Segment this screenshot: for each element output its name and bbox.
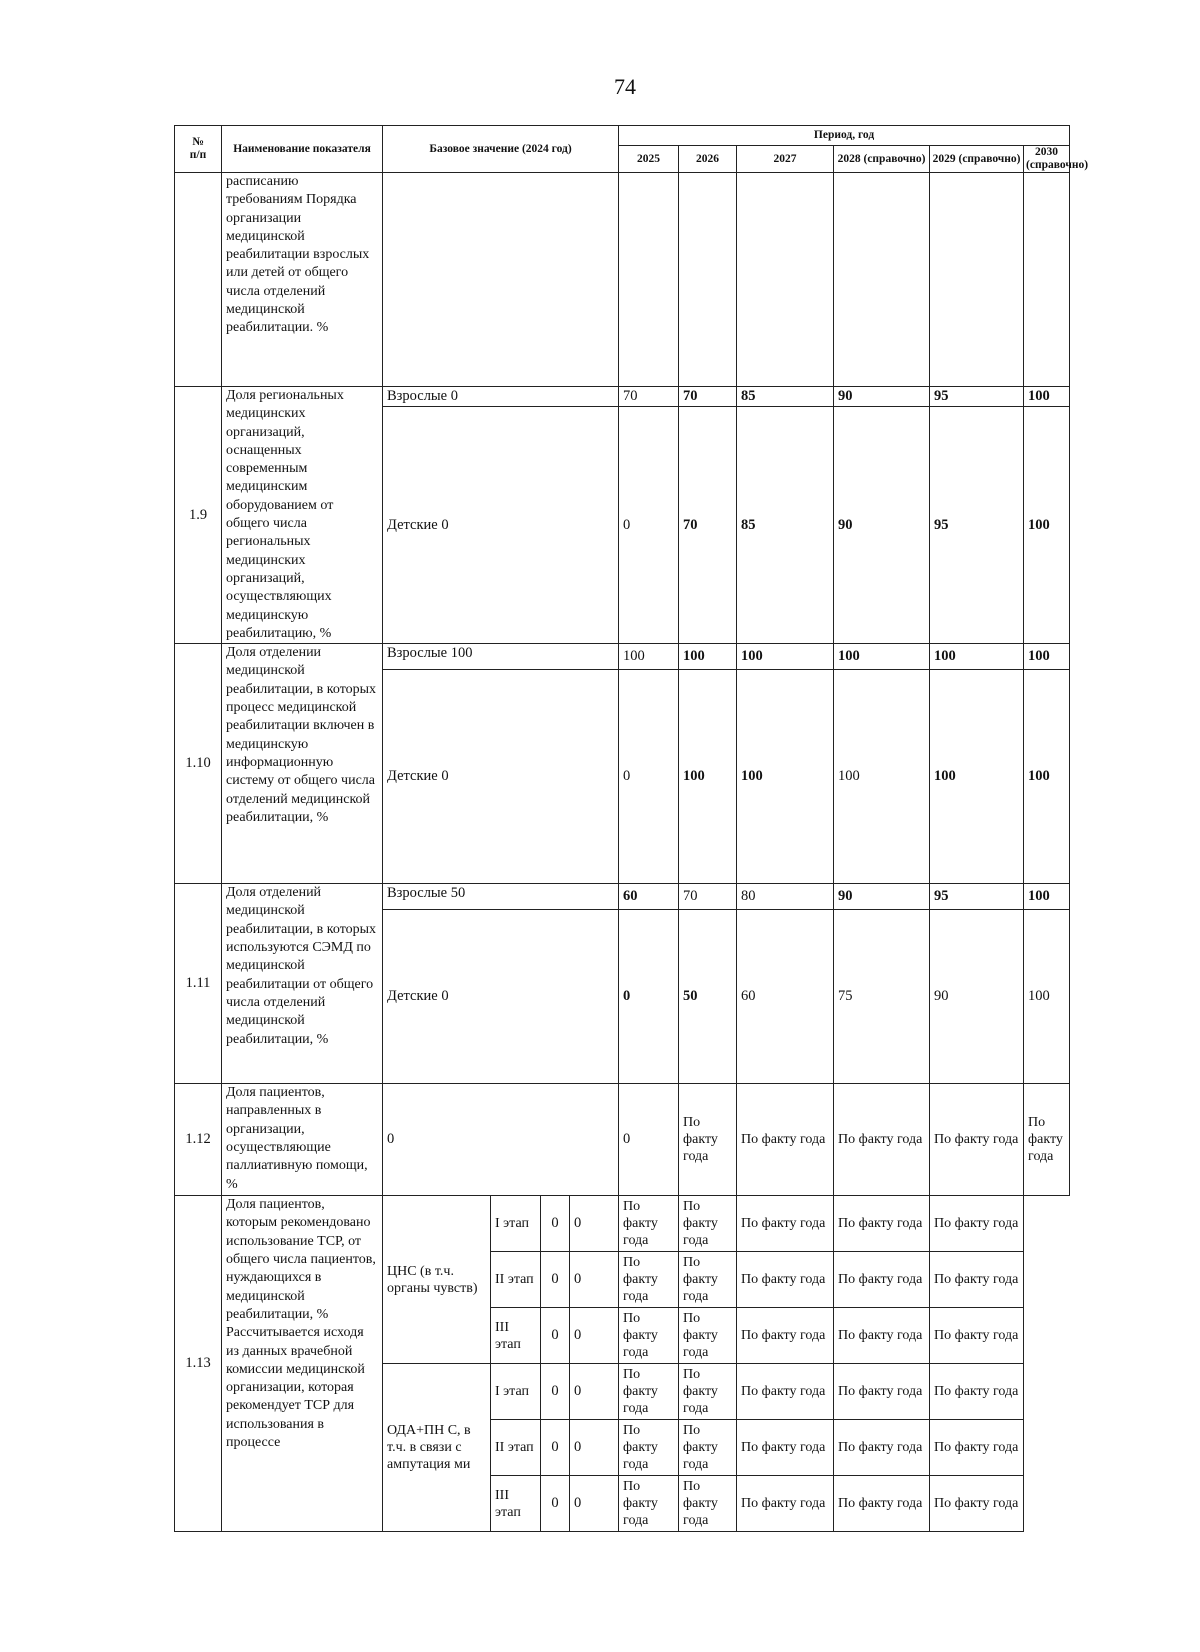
row-1-9-name: Доля региональных медицинских организаций, оснащенных современным медицинским оборудованием от общего числа региональных медицинских организаций, осуществляющих медицинскую реабилитацию, %	[222, 387, 383, 644]
row-1-9-adult-2029: 95	[930, 387, 1024, 407]
row-1-10-child-2027: 100	[737, 670, 834, 884]
row-1-10-child-2028: 100	[834, 670, 930, 884]
row-1-9-adult-2025: 70	[619, 387, 679, 407]
row-1-13-oda-1-2025: 0	[570, 1364, 619, 1420]
row-1-11-adult-2026: 70	[679, 884, 737, 910]
row-1-10-adult-2027: 100	[737, 644, 834, 670]
row-1-9-child-2025: 0	[619, 407, 679, 644]
row-1-13-name: Доля пациентов, которым рекомендовано использование ТСР, от общего числа пациентов, нуждающихся в медицинской реабилитации, % Рассчитывается исходя из данных врачебной комиссии медицинской организации, которая рекомендует ТСР для использования в процессе	[222, 1196, 383, 1532]
row-1-9-child-2027: 85	[737, 407, 834, 644]
row-1-13-cns-2-2027: По факту года	[679, 1252, 737, 1308]
row-1-9-child-2028: 90	[834, 407, 930, 644]
row-1-10-adult-base: Взрослые 100	[383, 644, 619, 670]
row-1-9-child-base: Детские 0	[383, 407, 619, 644]
row-1-11-adult-2028: 90	[834, 884, 930, 910]
row-1-13-cns-1-2027: По факту года	[679, 1196, 737, 1252]
row-1-12-2026: По факту года	[679, 1084, 737, 1196]
header-no: № п/п	[175, 126, 222, 173]
row-1-11-adult-2030: 100	[1024, 884, 1070, 910]
row-1-13-cns-stage-1: I этап	[491, 1196, 541, 1252]
cont-base	[383, 173, 619, 387]
row-1-9-no: 1.9	[175, 387, 222, 644]
row-1-13-cns-3-2030: По факту года	[930, 1308, 1024, 1364]
row-1-11-name: Доля отделений медицинской реабилитации, в которых используются СЭМД по медицинской реабилитации от общего числа отделений медицинской реабилитации, %	[222, 884, 383, 1084]
row-1-13-oda-2-2026: По факту года	[619, 1420, 679, 1476]
row-1-12-2025: 0	[619, 1084, 679, 1196]
row-1-13-cns-2-2029: По факту года	[834, 1252, 930, 1308]
header-2028: 2028 (справочно)	[834, 146, 930, 173]
row-1-13-cns-1-2028: По факту года	[737, 1196, 834, 1252]
row-1-13-cns-3-2025: 0	[570, 1308, 619, 1364]
row-1-10-adult-2028: 100	[834, 644, 930, 670]
row-1-9-adult-2028: 90	[834, 387, 930, 407]
row-1-13-cns-3-base: 0	[541, 1308, 570, 1364]
row-1-13-cns-1-2030: По факту года	[930, 1196, 1024, 1252]
row-1-9-child-2030: 100	[1024, 407, 1070, 644]
row-1-13-oda-1-2027: По факту года	[679, 1364, 737, 1420]
row-1-11-no: 1.11	[175, 884, 222, 1084]
row-1-13-cns-stage-3: III этап	[491, 1308, 541, 1364]
row-1-11-adult-base: Взрослые 50	[383, 884, 619, 910]
row-1-10-child-2025: 0	[619, 670, 679, 884]
row-1-9-child-2029: 95	[930, 407, 1024, 644]
header-base: Базовое значение (2024 год)	[383, 126, 619, 173]
row-1-13-cns-1-2029: По факту года	[834, 1196, 930, 1252]
row-1-12-no: 1.12	[175, 1084, 222, 1196]
row-1-9-adult-2030: 100	[1024, 387, 1070, 407]
row-1-13-oda-1-2028: По факту года	[737, 1364, 834, 1420]
row-1-13-oda-stage-2: II этап	[491, 1420, 541, 1476]
row-1-13-oda-3-2026: По факту года	[619, 1476, 679, 1532]
row-1-13-oda-3-2027: По факту года	[679, 1476, 737, 1532]
row-1-12-name: Доля пациентов, направленных в организации, осуществляющие паллиативную помощи, %	[222, 1084, 383, 1196]
row-1-13-oda-stage-3: III этап	[491, 1476, 541, 1532]
row-1-13-cns-3-2027: По факту года	[679, 1308, 737, 1364]
row-1-13-cns-2-2030: По факту года	[930, 1252, 1024, 1308]
row-1-10-adult-2026: 100	[679, 644, 737, 670]
row-1-12-2029: По факту года	[930, 1084, 1024, 1196]
header-2030: 2030 (справочно)	[1024, 146, 1070, 173]
row-1-13-cns-1-2026: По факту года	[619, 1196, 679, 1252]
header-period: Период, год	[619, 126, 1070, 146]
row-1-13-oda-1-base: 0	[541, 1364, 570, 1420]
row-1-12-2027: По факту года	[737, 1084, 834, 1196]
row-1-11-child-2029: 90	[930, 910, 1024, 1084]
row-1-13-cns-3-2028: По факту года	[737, 1308, 834, 1364]
cont-name: расписанию требованиям Порядка организации медицинской реабилитации взрослых или детей от общего числа отделений медицинской реабилитации. %	[222, 173, 383, 387]
row-1-10-name: Доля отделении медицинской реабилитации, в которых процесс медицинской реабилитации включен в медицинскую информационную систему от общего числа отделений медицинской реабилитации, %	[222, 644, 383, 884]
row-1-9-adult-2027: 85	[737, 387, 834, 407]
row-1-10-child-2029: 100	[930, 670, 1024, 884]
row-1-11-child-2028: 75	[834, 910, 930, 1084]
cont-no	[175, 173, 222, 387]
row-1-9-adult-2026: 70	[679, 387, 737, 407]
row-1-9-child-2026: 70	[679, 407, 737, 644]
row-1-9-adult-base: Взрослые 0	[383, 387, 619, 407]
row-1-12-2028: По факту года	[834, 1084, 930, 1196]
row-1-13-cns-2-2026: По факту года	[619, 1252, 679, 1308]
row-1-13-oda-1-2030: По факту года	[930, 1364, 1024, 1420]
row-1-10-child-2030: 100	[1024, 670, 1070, 884]
row-1-11-child-2027: 60	[737, 910, 834, 1084]
row-1-13-group-cns: ЦНС (в т.ч. органы чувств)	[383, 1196, 491, 1364]
row-1-11-adult-2025: 60	[619, 884, 679, 910]
indicators-table	[174, 125, 1089, 1532]
page-number: 74	[614, 74, 636, 99]
row-1-11-child-base: Детские 0	[383, 910, 619, 1084]
header-2029: 2029 (справочно)	[930, 146, 1024, 173]
row-1-13-cns-2-2028: По факту года	[737, 1252, 834, 1308]
row-1-11-child-2026: 50	[679, 910, 737, 1084]
row-1-10-adult-2025: 100	[619, 644, 679, 670]
row-1-13-oda-3-2025: 0	[570, 1476, 619, 1532]
row-1-13-cns-2-2025: 0	[570, 1252, 619, 1308]
row-1-11-child-2030: 100	[1024, 910, 1070, 1084]
row-1-10-no: 1.10	[175, 644, 222, 884]
row-1-13-oda-1-2026: По факту года	[619, 1364, 679, 1420]
row-1-13-oda-2-2028: По факту года	[737, 1420, 834, 1476]
row-1-13-cns-3-2026: По факту года	[619, 1308, 679, 1364]
row-1-13-oda-3-2030: По факту года	[930, 1476, 1024, 1532]
row-1-12-2030: По факту года	[1024, 1084, 1070, 1196]
row-1-12-base: 0	[383, 1084, 619, 1196]
row-1-13-oda-2-2029: По факту года	[834, 1420, 930, 1476]
row-1-10-child-2026: 100	[679, 670, 737, 884]
row-1-13-no: 1.13	[175, 1196, 222, 1532]
row-1-13-cns-1-base: 0	[541, 1196, 570, 1252]
row-1-13-oda-3-2029: По факту года	[834, 1476, 930, 1532]
header-2025: 2025	[619, 146, 679, 173]
row-1-13-group-oda: ОДА+ПН С, в т.ч. в связи с ампутация ми	[383, 1364, 491, 1532]
row-1-13-cns-1-2025: 0	[570, 1196, 619, 1252]
row-1-13-cns-2-base: 0	[541, 1252, 570, 1308]
row-1-11-child-2025: 0	[619, 910, 679, 1084]
header-2027: 2027	[737, 146, 834, 173]
row-1-10-child-base: Детские 0	[383, 670, 619, 884]
row-1-13-oda-3-base: 0	[541, 1476, 570, 1532]
header-name: Наименование показателя	[222, 126, 383, 173]
row-1-11-adult-2029: 95	[930, 884, 1024, 910]
row-1-10-adult-2030: 100	[1024, 644, 1070, 670]
row-1-13-oda-2-base: 0	[541, 1420, 570, 1476]
row-1-13-oda-2-2025: 0	[570, 1420, 619, 1476]
row-1-13-cns-stage-2: II этап	[491, 1252, 541, 1308]
row-1-13-oda-2-2027: По факту года	[679, 1420, 737, 1476]
row-1-13-oda-3-2028: По факту года	[737, 1476, 834, 1532]
row-1-13-oda-2-2030: По факту года	[930, 1420, 1024, 1476]
row-1-10-adult-2029: 100	[930, 644, 1024, 670]
row-1-13-oda-1-2029: По факту года	[834, 1364, 930, 1420]
row-1-13-oda-stage-1: I этап	[491, 1364, 541, 1420]
row-1-13-cns-3-2029: По факту года	[834, 1308, 930, 1364]
header-2026: 2026	[679, 146, 737, 173]
row-1-11-adult-2027: 80	[737, 884, 834, 910]
